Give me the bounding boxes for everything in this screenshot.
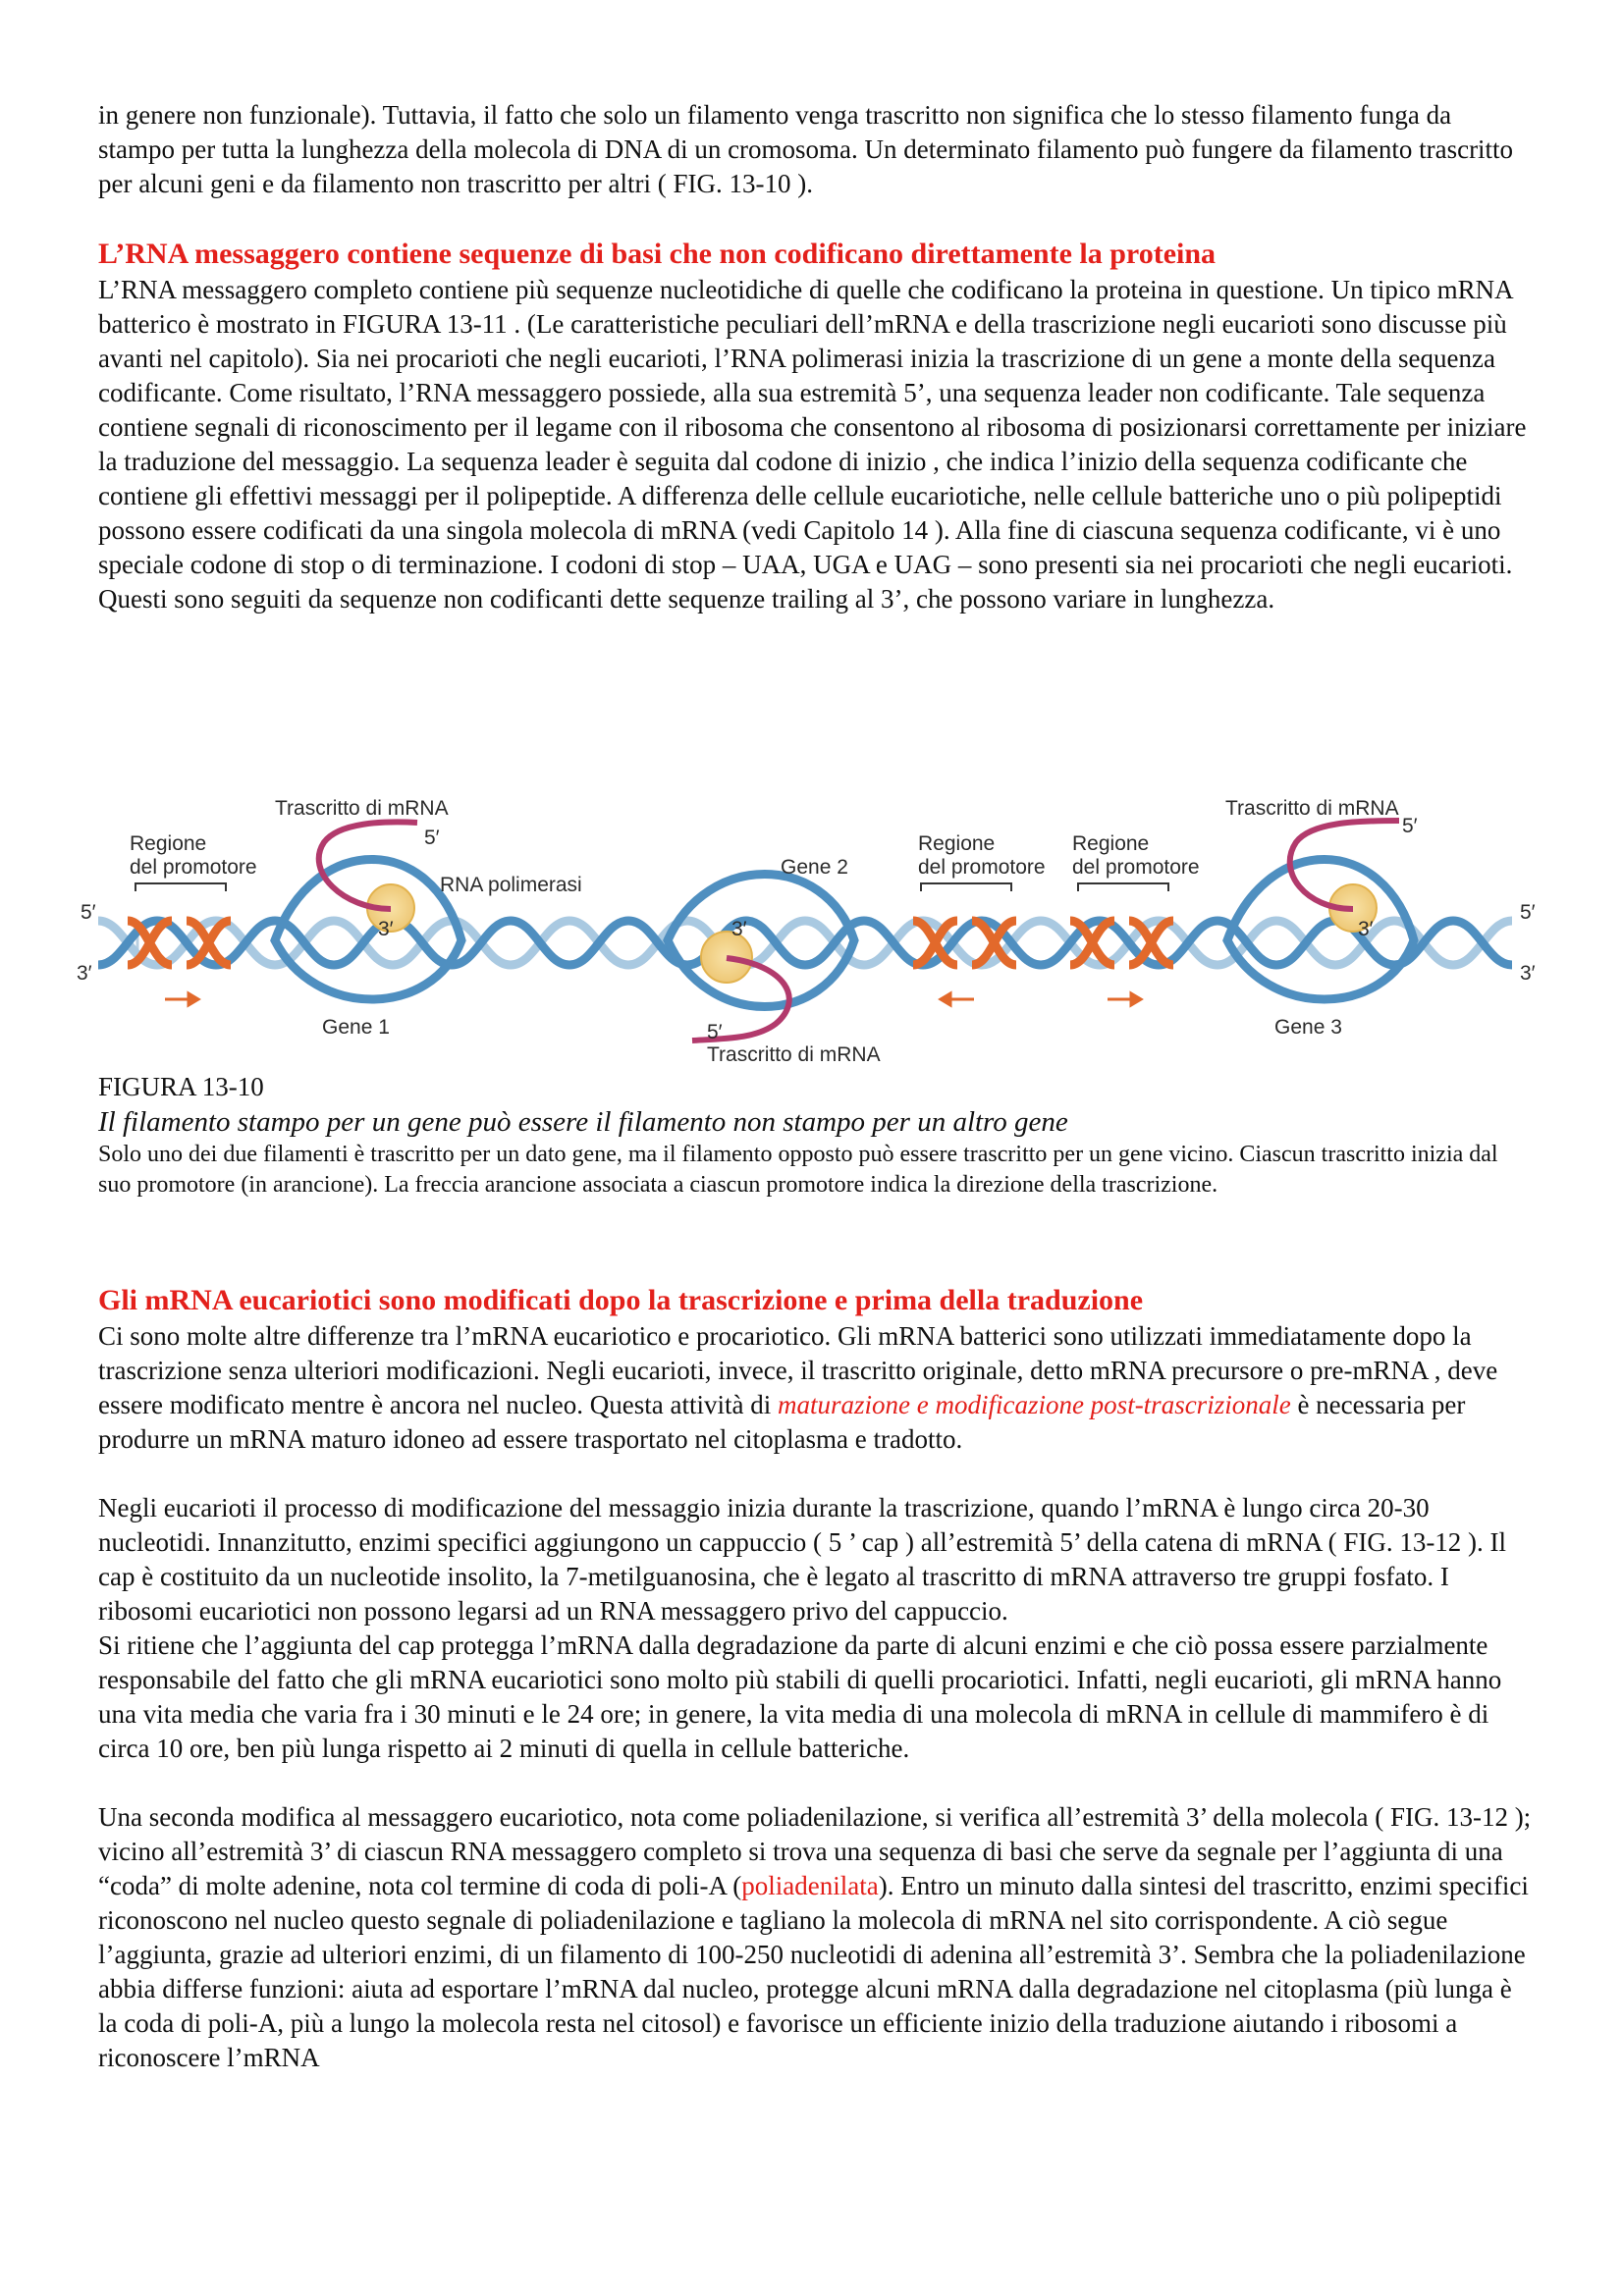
label-5prime-right-transcript: 5′: [1402, 815, 1418, 837]
page-bottom-margin: [0, 2197, 1623, 2296]
section2-paragraph-1: [98, 1319, 1532, 1457]
label-rna-polymerase: RNA polimerasi: [440, 874, 582, 896]
label-gene2: Gene 2: [781, 856, 848, 879]
label-promoter-left: [130, 832, 257, 879]
p4-before: Una seconda modifica al messaggero eucariotico, nota come poliadenilazione, si verifica all’estremità 3’ della molecola ( FIG. 13-12 ); vicino all’estremità 3’ di ciascun RNA messaggero completo si trova una sequenza di basi che serve da segnale per l’aggiunta di una “coda” di molte adenine, nota col termine di coda di poli-A (: [98, 1802, 1532, 1900]
label-3prime-pol2: 3′: [731, 918, 747, 940]
intro-paragraph: in genere non funzionale). Tuttavia, il fatto che solo un filamento venga trascritto non significa che lo stesso filamento funga da stampo per tutta la lunghezza della molecola di DNA di un cromosoma. Un determinato filamento può fungere da filamento trascritto per alcuni geni e da filamento non trascritto per altri ( FIG. 13-10 ).: [98, 100, 1514, 198]
section2-paragraph-3: Si ritiene che l’aggiunta del cap protegga l’mRNA dalla degradazione da parte di alcuni enzimi e che ciò possa essere parzialmente responsabile del fatto che gli mRNA eucariotici sono molto più stabili di quelli procariotici. Infatti, negli eucarioti, gli mRNA hanno una vita media che varia fra i 30 minuti e le 24 ore; in genere, la vita media di una molecola di mRNA in cellule di mammifero è di circa 10 ore, ben più lunga rispetto ai 2 minuti di quella in cellule batteriche.: [98, 1630, 1502, 1763]
label-transcript-left: Trascritto di mRNA: [275, 797, 449, 820]
label-transcript-right: Trascritto di mRNA: [1225, 797, 1399, 820]
label-3prime-pol3: 3′: [1358, 918, 1374, 940]
p4-highlight-term: poliadenilata: [741, 1871, 879, 1900]
p1-before: Ci sono molte altre differenze tra l’mRNA eucariotico e procariotico. Gli mRNA batterici sono utilizzati immediatamente dopo la trascrizione senza ulteriori modificazioni. Negli eucarioti, invece, il trascritto originale, detto mRNA precursore o pre-mRNA , deve essere modificato mentre è ancora nel nucleo. Questa attività di: [98, 1321, 1498, 1419]
p4-after: ). Entro un minuto dalla sintesi del trascritto, enzimi specifici riconoscono nel nucleo questo segnale di poliadenilazione e tagliano la molecola di mRNA nel sito corrispondente. A ciò segue l’aggiunta, grazie ad ulteriori enzimi, di un filamento di 100-250 nucleotidi di adenina all’estremità 3’. Sembra che la poliadenilazione abbia differse funzioni: aiuta ad esportare l’mRNA dal nucleo, protegge alcuni mRNA dalla degradazione nel citoplasma (più lunga è la coda di poli-A, più a lungo la molecola resta nel citosol) e favorisce un efficiente inizio della traduzione aiutando i ribosomi a riconoscere l’mRNA: [98, 1871, 1529, 2072]
figure-caption: [98, 1070, 1532, 1201]
section2-paragraph-4: [98, 1800, 1532, 2075]
label-5prime-left-transcript: 5′: [424, 827, 440, 849]
section1-body: L’RNA messaggero completo contiene più sequenze nucleotidiche di quelle che codificano la proteina in questione. Un tipico mRNA batterico è mostrato in FIGURA 13-11 . (Le caratteristiche peculiari dell’mRNA e della trascrizione negli eucarioti sono discusse più avanti nel capitolo). Sia nei procarioti che negli eucarioti, l’RNA polimerasi inizia la trascrizione di un gene a monte della sequenza codificante. Come risultato, l’RNA messaggero possiede, alla sua estremità 5’, una sequenza leader non codificante. Tale sequenza contiene segnali di riconoscimento per il legame con il ribosoma che consentono al ribosoma di posizionarsi correttamente per iniziare la traduzione del messaggio. La sequenza leader è seguita dal codone di inizio , che indica l’inizio della sequenza codificante che contiene gli effettivi messaggi per il polipeptide. A differenza delle cellule eucariotiche, nelle cellule batteriche uno o più polipeptidi possono essere codificati da una singola molecola di mRNA (vedi Capitolo 14 ). Alla fine di ciascuna sequenza codificante, vi è uno speciale codone di stop o di terminazione. I codoni di stop – UAA, UGA e UAG – sono presenti sia nei procarioti che negli eucarioti. Questi sono seguiti da sequenze non codificanti dette sequenze trailing al 3’, che possono variare in lunghezza.: [98, 275, 1527, 614]
document-page: [98, 98, 1532, 616]
promoter-brackets: [135, 883, 1168, 891]
label-5prime-right: 5′: [1520, 901, 1536, 924]
p1-after: è necessaria per produrre un mRNA maturo idoneo ad essere trasportato nel citoplasma e tradotto.: [98, 1390, 1466, 1454]
section-heading-mrna-sequences: L’RNA messaggero contiene sequenze di basi che non codificano direttamente la proteina: [98, 238, 1217, 270]
label-transcript-bottom: Trascritto di mRNA: [707, 1043, 881, 1066]
promoter-mid1-line1: Regione: [918, 832, 996, 855]
label-3prime-pol1: 3′: [378, 918, 394, 940]
figure-13-10-diagram: [79, 793, 1551, 1068]
label-gene3: Gene 3: [1274, 1016, 1342, 1039]
bubble-gene2: [668, 875, 854, 1007]
figure-caption-title: Il filamento stampo per un gene può essere il filamento non stampo per un altro gene: [98, 1106, 1068, 1138]
label-promoter-mid1: [918, 832, 1046, 879]
label-5prime-bottom: 5′: [707, 1021, 723, 1043]
dna-strand-light: [98, 921, 1512, 965]
section2: [98, 1282, 1532, 2075]
promoter-mid2-line1: Regione: [1072, 832, 1150, 855]
transcription-direction-arrows: [165, 993, 1141, 1005]
label-5prime-left: 5′: [81, 901, 96, 924]
label-promoter-mid2: [1072, 832, 1200, 879]
label-3prime-left: 3′: [77, 962, 92, 985]
label-3prime-right: 3′: [1520, 962, 1536, 985]
promoter-left-line1: Regione: [130, 832, 207, 855]
figure-caption-text: Solo uno dei due filamenti è trascritto per un dato gene, ma il filamento opposto può essere trascritto per un gene vicino. Ciascun trascritto inizia dal suo promotore (in arancione). La freccia arancione associata a ciascun promotore indica la direzione della trascrizione.: [98, 1142, 1498, 1198]
promoter-mid2-line2: del promotore: [1072, 856, 1200, 879]
promoter-left-line2: del promotore: [130, 856, 257, 879]
dna-strand-dark: [98, 921, 1512, 965]
promoter-mid1-line2: del promotore: [918, 856, 1046, 879]
p1-highlight-term: maturazione e modificazione post-trascrizionale: [777, 1390, 1291, 1419]
section2-paragraph-2: Negli eucarioti il processo di modificazione del messaggio inizia durante la trascrizione, quando l’mRNA è lungo circa 20-30 nucleotidi. Innanzitutto, enzimi specifici aggiungono un cappuccio ( 5 ’ cap ) all’estremità 5’ della catena di mRNA ( FIG. 13-12 ). Il cap è costituito da un nucleotide insolito, la 7-metilguanosina, che è legato al trascritto di mRNA attraverso tre gruppi fosfato. I ribosomi eucariotici non possono legarsi ad un RNA messaggero privo del cappuccio.: [98, 1493, 1507, 1626]
label-gene1: Gene 1: [322, 1016, 390, 1039]
figure-caption-label: FIGURA 13-10: [98, 1072, 264, 1101]
section-heading-mrna-modified: Gli mRNA eucariotici sono modificati dopo la trascrizione e prima della traduzione: [98, 1284, 1144, 1316]
